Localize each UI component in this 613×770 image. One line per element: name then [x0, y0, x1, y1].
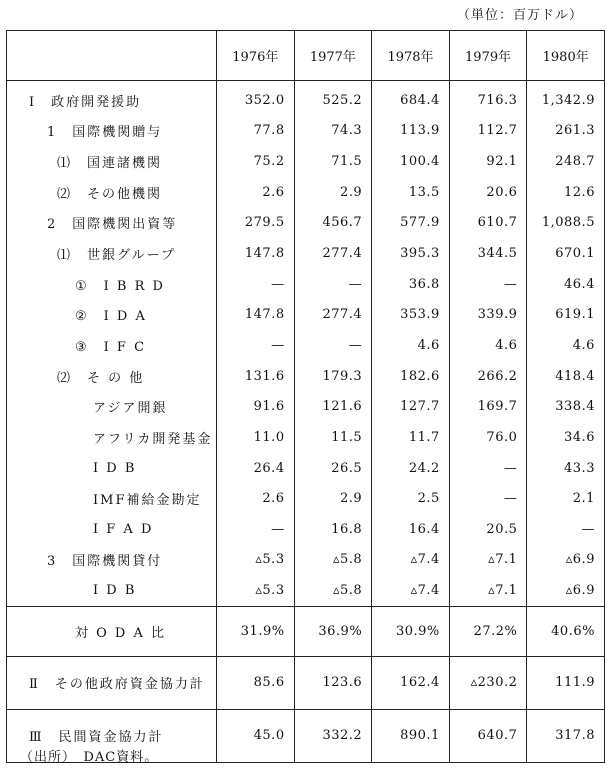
- cell-value: 2.9: [294, 177, 372, 208]
- cell-value: 11.5: [294, 422, 372, 453]
- header-year: 1979年: [449, 31, 527, 81]
- cell-value: 1,088.5: [527, 208, 605, 239]
- row-label: IMF補給金勘定: [93, 493, 202, 509]
- cell-value: ▵6.9: [527, 545, 605, 576]
- cell-value: 147.8: [217, 299, 295, 330]
- cell-value: —: [217, 330, 295, 361]
- cell-value: 77.8: [217, 116, 295, 147]
- cell-value: 670.1: [527, 238, 605, 269]
- cell-value: 4.6: [372, 330, 450, 361]
- cell-value: ▵7.1: [449, 575, 527, 606]
- cell-value: 640.7: [449, 709, 527, 762]
- row-label: 対 O D A 比: [7, 606, 217, 656]
- cell-value: 2.1: [527, 483, 605, 514]
- cell-value: 610.7: [449, 208, 527, 239]
- row-label: I D B: [93, 460, 137, 476]
- table-row: [7, 514, 605, 545]
- row-label: ⑵ その他機関: [57, 186, 163, 202]
- row-label: ② I D A: [75, 309, 147, 325]
- cell-value: —: [527, 514, 605, 545]
- cell-value: 36.8: [372, 269, 450, 300]
- cell-value: 27.2%: [449, 606, 527, 656]
- cell-value: 26.5: [294, 453, 372, 484]
- other-gov-section: [7, 656, 605, 709]
- cell-value: 2.9: [294, 483, 372, 514]
- cell-value: 74.3: [294, 116, 372, 147]
- table-row: [7, 299, 605, 330]
- cell-value: 684.4: [372, 81, 450, 116]
- row-label: Ⅱ その他政府資金協力計: [7, 656, 217, 709]
- cell-value: 179.3: [294, 361, 372, 392]
- cell-value: 352.0: [217, 81, 295, 116]
- cell-value: 100.4: [372, 146, 450, 177]
- cell-value: —: [294, 330, 372, 361]
- table-row: [7, 453, 605, 484]
- header-year: 1977年: [294, 31, 372, 81]
- cell-value: 890.1: [372, 709, 450, 762]
- cell-value: —: [294, 269, 372, 300]
- header-year: 1980年: [527, 31, 605, 81]
- cell-value: 2.6: [217, 177, 295, 208]
- cell-value: 577.9: [372, 208, 450, 239]
- cell-value: 43.3: [527, 453, 605, 484]
- cell-value: ▵5.3: [217, 575, 295, 606]
- cell-value: 91.6: [217, 391, 295, 422]
- cell-value: 277.4: [294, 238, 372, 269]
- row-label: アフリカ開発基金: [93, 431, 213, 447]
- cell-value: 26.4: [217, 453, 295, 484]
- cell-value: 127.7: [372, 391, 450, 422]
- header-year: 1978年: [372, 31, 450, 81]
- cell-value: 20.6: [449, 177, 527, 208]
- main-rows: [7, 81, 605, 607]
- cell-value: 13.5: [372, 177, 450, 208]
- cell-value: 12.6: [527, 177, 605, 208]
- oda-ratio-section: [7, 606, 605, 656]
- other-gov-row: [7, 656, 605, 709]
- cell-value: 2.6: [217, 483, 295, 514]
- cell-value: ▵7.4: [372, 545, 450, 576]
- cell-value: 4.6: [449, 330, 527, 361]
- unit-note: （単位：百万ドル）: [456, 8, 583, 23]
- cell-value: 46.4: [527, 269, 605, 300]
- cell-value: 11.0: [217, 422, 295, 453]
- cell-value: 20.5: [449, 514, 527, 545]
- table-row: [7, 575, 605, 606]
- cell-value: —: [217, 269, 295, 300]
- cell-value: 332.2: [294, 709, 372, 762]
- cell-value: 182.6: [372, 361, 450, 392]
- cell-value: 131.6: [217, 361, 295, 392]
- cell-value: ▵5.8: [294, 575, 372, 606]
- cell-value: 418.4: [527, 361, 605, 392]
- cell-value: 112.7: [449, 116, 527, 147]
- cell-value: 277.4: [294, 299, 372, 330]
- table-row: [7, 269, 605, 300]
- row-label: ① I B R D: [75, 278, 165, 294]
- source-note: （出所） DAC資料。: [20, 750, 159, 765]
- cell-value: 11.7: [372, 422, 450, 453]
- cell-value: 248.7: [527, 146, 605, 177]
- table-row: [7, 208, 605, 239]
- row-label: アジア開銀: [93, 401, 168, 417]
- cell-value: 456.7: [294, 208, 372, 239]
- table-row: [7, 483, 605, 514]
- cell-value: ▵5.8: [294, 545, 372, 576]
- cell-value: 525.2: [294, 81, 372, 116]
- cell-value: 36.9%: [294, 606, 372, 656]
- row-label: I F A D: [93, 521, 154, 537]
- row-label: 2 国際機関出資等: [47, 217, 178, 233]
- aid-table: [6, 30, 604, 763]
- table-row: [7, 238, 605, 269]
- cell-value: ▵5.3: [217, 545, 295, 576]
- cell-value: 716.3: [449, 81, 527, 116]
- header-row: [7, 31, 605, 81]
- row-label: Ⅲ 民間資金協力計: [7, 709, 217, 762]
- row-label: ⑴ 世銀グループ: [57, 248, 176, 264]
- row-label: 1 国際機関贈与: [47, 125, 163, 141]
- table-row: [7, 116, 605, 147]
- cell-value: 395.3: [372, 238, 450, 269]
- cell-value: 111.9: [527, 656, 605, 709]
- row-label: ⑵ そ の 他: [57, 370, 145, 386]
- cell-value: ▵7.4: [372, 575, 450, 606]
- cell-value: 4.6: [527, 330, 605, 361]
- cell-value: 147.8: [217, 238, 295, 269]
- cell-value: 24.2: [372, 453, 450, 484]
- cell-value: 279.5: [217, 208, 295, 239]
- cell-value: 266.2: [449, 361, 527, 392]
- cell-value: 71.5: [294, 146, 372, 177]
- cell-value: 353.9: [372, 299, 450, 330]
- cell-value: 31.9%: [217, 606, 295, 656]
- cell-value: 261.3: [527, 116, 605, 147]
- table-row: [7, 81, 605, 116]
- multilateral-aid-table: [6, 30, 605, 763]
- table-row: [7, 391, 605, 422]
- cell-value: —: [217, 514, 295, 545]
- table-row: [7, 545, 605, 576]
- table-row: [7, 146, 605, 177]
- table-row: [7, 422, 605, 453]
- cell-value: 75.2: [217, 146, 295, 177]
- cell-value: 34.6: [527, 422, 605, 453]
- row-label: ③ I F C: [75, 339, 147, 355]
- cell-value: 1,342.9: [527, 81, 605, 116]
- oda-ratio-row: [7, 606, 605, 656]
- cell-value: 344.5: [449, 238, 527, 269]
- table-row: [7, 330, 605, 361]
- cell-value: —: [449, 483, 527, 514]
- cell-value: 123.6: [294, 656, 372, 709]
- table-row: [7, 361, 605, 392]
- row-label: 3 国際機関貸付: [47, 554, 163, 570]
- cell-value: 2.5: [372, 483, 450, 514]
- cell-value: 16.4: [372, 514, 450, 545]
- header-blank: [7, 31, 217, 81]
- cell-value: 16.8: [294, 514, 372, 545]
- row-label: ⑴ 国連諸機関: [57, 156, 163, 172]
- header-year: 1976年: [217, 31, 295, 81]
- cell-value: 30.9%: [372, 606, 450, 656]
- cell-value: 92.1: [449, 146, 527, 177]
- cell-value: 85.6: [217, 656, 295, 709]
- cell-value: ▵6.9: [527, 575, 605, 606]
- cell-value: 76.0: [449, 422, 527, 453]
- cell-value: —: [449, 453, 527, 484]
- cell-value: 121.6: [294, 391, 372, 422]
- cell-value: 162.4: [372, 656, 450, 709]
- row-label: Ⅰ 政府開発援助: [29, 94, 142, 110]
- cell-value: 169.7: [449, 391, 527, 422]
- cell-value: ▵7.1: [449, 545, 527, 576]
- row-label: I D B: [93, 583, 137, 599]
- cell-value: ▵230.2: [449, 656, 527, 709]
- cell-value: 339.9: [449, 299, 527, 330]
- cell-value: —: [449, 269, 527, 300]
- cell-value: 619.1: [527, 299, 605, 330]
- table-row: [7, 177, 605, 208]
- cell-value: 45.0: [217, 709, 295, 762]
- cell-value: 317.8: [527, 709, 605, 762]
- cell-value: 113.9: [372, 116, 450, 147]
- cell-value: 338.4: [527, 391, 605, 422]
- cell-value: 40.6%: [527, 606, 605, 656]
